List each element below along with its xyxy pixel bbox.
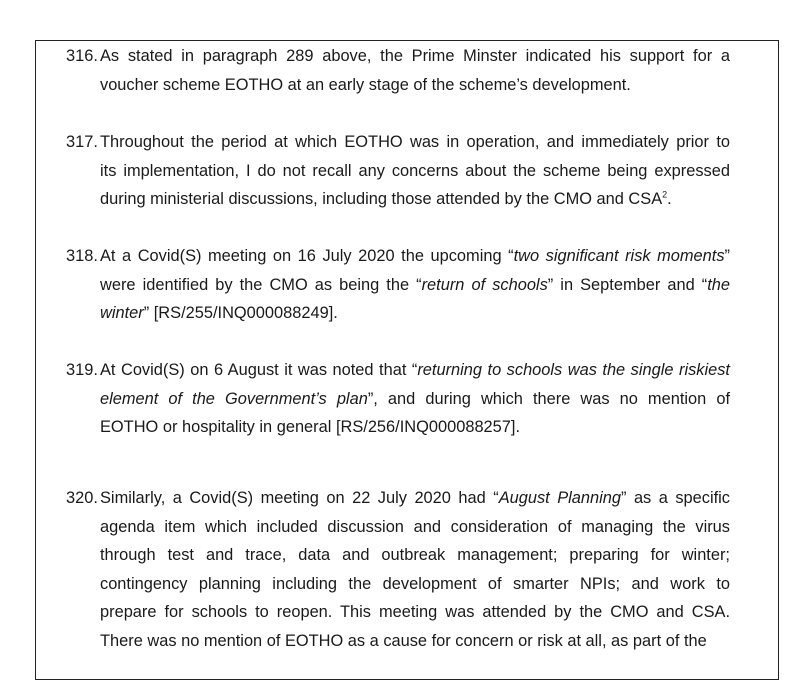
text-run: At Covid(S) on 6 August it was noted that “ — [100, 361, 418, 379]
text-run: Similarly, a Covid(S) meeting on 22 July 2020 had “ — [100, 489, 499, 507]
paragraph-line — [100, 128, 730, 157]
text-run: ” in September and “ — [547, 275, 708, 294]
paragraph-line — [100, 513, 730, 542]
numbered-paragraph — [66, 356, 730, 442]
italic-quote: two significant risk moments — [513, 247, 725, 265]
text-run: during ministerial discussions, including those attended by the CMO and CSA — [100, 190, 663, 208]
text-run: Throughout the period at which EOTHO was in operation, and immediately prior to — [100, 133, 730, 151]
paragraph-line — [100, 541, 730, 570]
text-run: . — [667, 190, 672, 208]
paragraph-number: 316. — [66, 47, 98, 65]
paragraph-line — [100, 385, 730, 414]
text-run: ”, and during which there was no mention of — [367, 389, 730, 408]
italic-quote: returning to schools was the single riskiest — [417, 361, 730, 379]
text-run: ” — [724, 247, 731, 265]
italic-quote: return of schools — [421, 275, 548, 294]
numbered-paragraph — [66, 242, 730, 328]
paragraph-line — [100, 271, 730, 300]
italic-quote: August Planning — [498, 489, 621, 507]
paragraph-line — [100, 484, 730, 513]
paragraph-line — [100, 570, 730, 599]
paragraph-line — [100, 356, 730, 385]
italic-quote: element of the Government’s plan — [100, 389, 368, 408]
text-run: agenda item which included discussion and consideration of managing the virus — [100, 517, 730, 536]
numbered-paragraph — [66, 128, 730, 214]
paragraph-line — [100, 185, 730, 214]
text-run: EOTHO or hospitality in general [RS/256/INQ000088257]. — [100, 418, 521, 436]
numbered-paragraph — [66, 484, 730, 655]
paragraph-line — [100, 627, 730, 656]
text-run: were identified by the CMO as being the “ — [100, 275, 422, 294]
text-run: As stated in paragraph 289 above, the Prime Minster indicated his support for a — [100, 47, 730, 65]
paragraph-line — [100, 598, 730, 627]
paragraph-line — [100, 157, 730, 186]
text-run: contingency planning including the development of smarter NPIs; and work to — [100, 574, 730, 593]
paragraph-line — [100, 299, 730, 328]
text-run: ” as a specific — [621, 489, 730, 507]
footnote-ref: 2 — [662, 189, 668, 200]
italic-quote: winter — [100, 304, 144, 322]
text-run: through test and trace, data and outbreak management; preparing for winter; — [100, 546, 730, 564]
paragraph-line — [100, 242, 730, 271]
paragraph-number: 318. — [66, 247, 98, 265]
paragraph-line — [100, 413, 730, 442]
paragraph-number: 317. — [66, 133, 98, 151]
text-run: its implementation, I do not recall any concerns about the scheme being expressed — [100, 161, 730, 180]
text-run: ” [RS/255/INQ000088249]. — [143, 304, 338, 322]
paragraph-line — [100, 42, 730, 71]
paragraph-line — [100, 71, 730, 100]
text-run: voucher scheme EOTHO at an early stage of the scheme’s development. — [100, 75, 631, 94]
text-run: prepare for schools to reopen. This meeting was attended by the CMO and CSA. — [100, 603, 730, 621]
numbered-paragraph — [66, 42, 730, 99]
paragraph-number: 320. — [66, 489, 98, 507]
italic-quote: the — [707, 275, 731, 294]
text-run: At a Covid(S) meeting on 16 July 2020 the upcoming “ — [100, 247, 514, 265]
text-run: There was no mention of EOTHO as a cause for concern or risk at all, as part of the — [100, 631, 707, 650]
paragraph-number: 319. — [66, 361, 98, 379]
